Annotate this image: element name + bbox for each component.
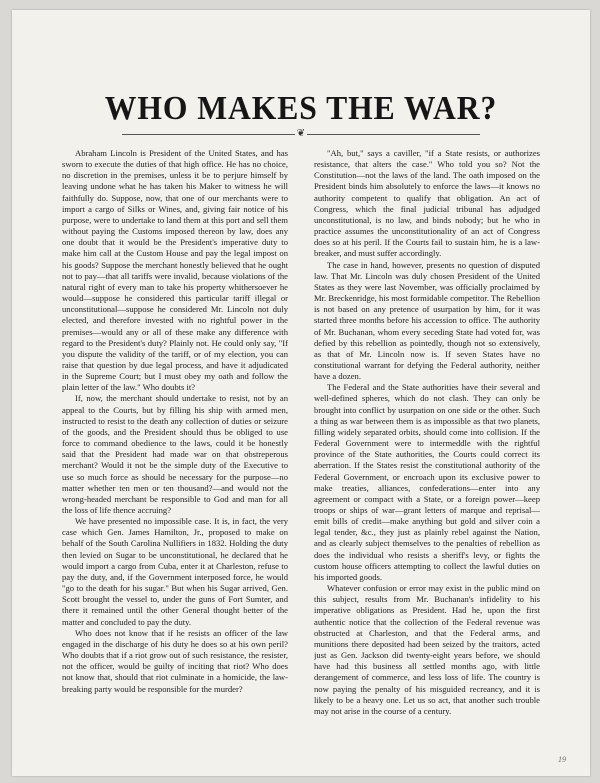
page-title: WHO MAKES THE WAR? xyxy=(104,90,498,127)
broadside-sheet xyxy=(12,10,590,776)
margin-note: 19 xyxy=(558,755,566,764)
left-column xyxy=(62,148,288,768)
paragraph: The case in hand, however, presents no question of disputed law. That Mr. Lincoln was duly chosen President of the United States as they were last November, was officially proclaimed by Mr. Breckenridge, his most formidable competitor. The Rebellion is not based on any pretence of usurpation by him, for it was started three months before his accession to office. The authority of Mr. Buchanan, whom every seceding State had voted for, was defied by this rebellion as pointedly, though not so extensively, as that of Mr. Lincoln now is. If seven States have no constitutional warrant for defying the Federal authority, neither have a dozen. xyxy=(314,259,540,382)
paragraph: Abraham Lincoln is President of the United States, and has sworn to execute the duties of that high office. He has no choice, no discretion in the premises, unless it be to perjure himself by leaving undone what he has taken his Maker to witness he will faithfully do. Suppose, now, that one of our merchants were to import a cargo of Silks or Wines, and, giving fair notice of his purpose, were to undertake to land them at this port and sell them without paying the Customs imposed thereon by law, does any one doubt that it would be the President's imperative duty to make him call at the Custom House and pay the legal impost on his goods? Suppose the merchant honestly believed that he ought not to pay—that all tariffs were invalid, because violations of the natural right of every man to take his property whithersoever he would—suppose he considered this particular tariff illegal or unconstitutional—suppose he considered Mr. Lincoln not duly elected, and therefore invested with no rightful power in the premises—would any or all of these make any difference with regard to the President's duty? Plainly not. He could only say, "If you dispute the validity of the tariff, or of my election, you can raise that question by due legal process, and have it adjudicated in the Supreme Court; but I must obey my oath and follow the plain letter of the law." Who doubts it? xyxy=(62,148,288,393)
paragraph: Whatever confusion or error may exist in the public mind on this subject, results from Mr. Buchanan's infidelity to his imperative obligations as President. Had he, upon the first authentic notice that the collection of the Federal revenue was obstructed at Charleston, and that the Federal arms, and munitions there deposited had been seized by the traitors, acted just as Gen. Jackson did twenty-eight years before, we should have had this business all settled months ago, with little derangement of commerce, and less loss of life. The country is now paying the penalty of his misguided recreancy, and it is likely to be a heavy one. Let us so act, that another such trouble may not arise in the course of a century. xyxy=(314,583,540,716)
title-ornament: ❦ xyxy=(296,128,306,139)
paragraph: "Ah, but," says a caviller, "if a State resists, or authorizes resistance, that alters the case." Who told you so? Not the Constitution—not the laws of the land. The oath imposed on the President binds him absolutely to enforce the laws—it knows no authority competent to qualify that obligation. An act of Congress, which the final judicial tribunal has adjudged unconstitutional, is no law, and binds nobody; but he who in practice assumes the unconstitutionality of an act of Congress does so at his peril. If the Courts fail to sustain him, he is a law-breaker, and must suffer accordingly. xyxy=(314,148,540,259)
paragraph: If, now, the merchant should undertake to resist, not by an appeal to the Courts, but by filling his ship with armed men, instructed to resist to the death any collection of duties or seizure of the goods, and the President should thus be obliged to use force to command obedience to the laws, could it be honestly said that the President had made war on that obstreperous merchant? Would it not be the simple duty of the Executive to use so much force as should be necessary for the purpose—no matter whether ten men or ten thousand?—and would not the wrong-headed merchant be responsible to God and man for all the loss of life thence accruing? xyxy=(62,393,288,515)
paragraph: We have presented no impossible case. It is, in fact, the very case which Gen. James Hamilton, Jr., proposed to make on behalf of the South Carolina Nullifiers in 1832. Holding the duty then levied on Sugar to be unconstitutional, he declared that he would import a cargo from Cuba, enter it at Charleston, refuse to pay the duty, and, if the Government interposed force, he would "go to the death for his sugar." But when his Sugar arrived, Gen. Scott brought the vessel to, under the guns of Fort Sumter, and there it remained until the other General thought better of the matter and concluded to pay the duty. xyxy=(62,516,288,627)
paragraph: Who does not know that if he resists an officer of the law engaged in the discharge of his duty he does so at his own peril? Who doubts that if a riot grow out of such resistance, the resister, not the officer, would be guilty of inciting that riot? Who does not know that, should that riot culminate in a homicide, the law-breaking party would be responsible for the murder? xyxy=(62,627,288,694)
paragraph: The Federal and the State authorities have their several and well-defined spheres, which do not clash. They can only be brought into conflict by usurpation on one side or the other. Such a thing as war between them is as impossible as that two planets, filling widely separated orbits, should come into collision. If the Federal Government were to intermeddle with the rightful province of the State authorities, the Courts could correct its aberration. If the States resist the constitutional authority of the Federal Government, or encroach upon its exclusive power to make treaties, alliances, confederations—enter into any agreement or compact with a State, or a foreign power—keep troops or ships of war—grant letters of marque and reprisal—emit bills of credit—make anything but gold and silver coin a legal tender, &c., they just as plainly rebel against the Nation, and as clearly subject themselves to the penalties of rebellion as does the individual who resists a sheriff's levy, or fights the custom house officers attempting to collect the lawful duties on his imported goods. xyxy=(314,382,540,582)
right-column xyxy=(314,148,540,768)
